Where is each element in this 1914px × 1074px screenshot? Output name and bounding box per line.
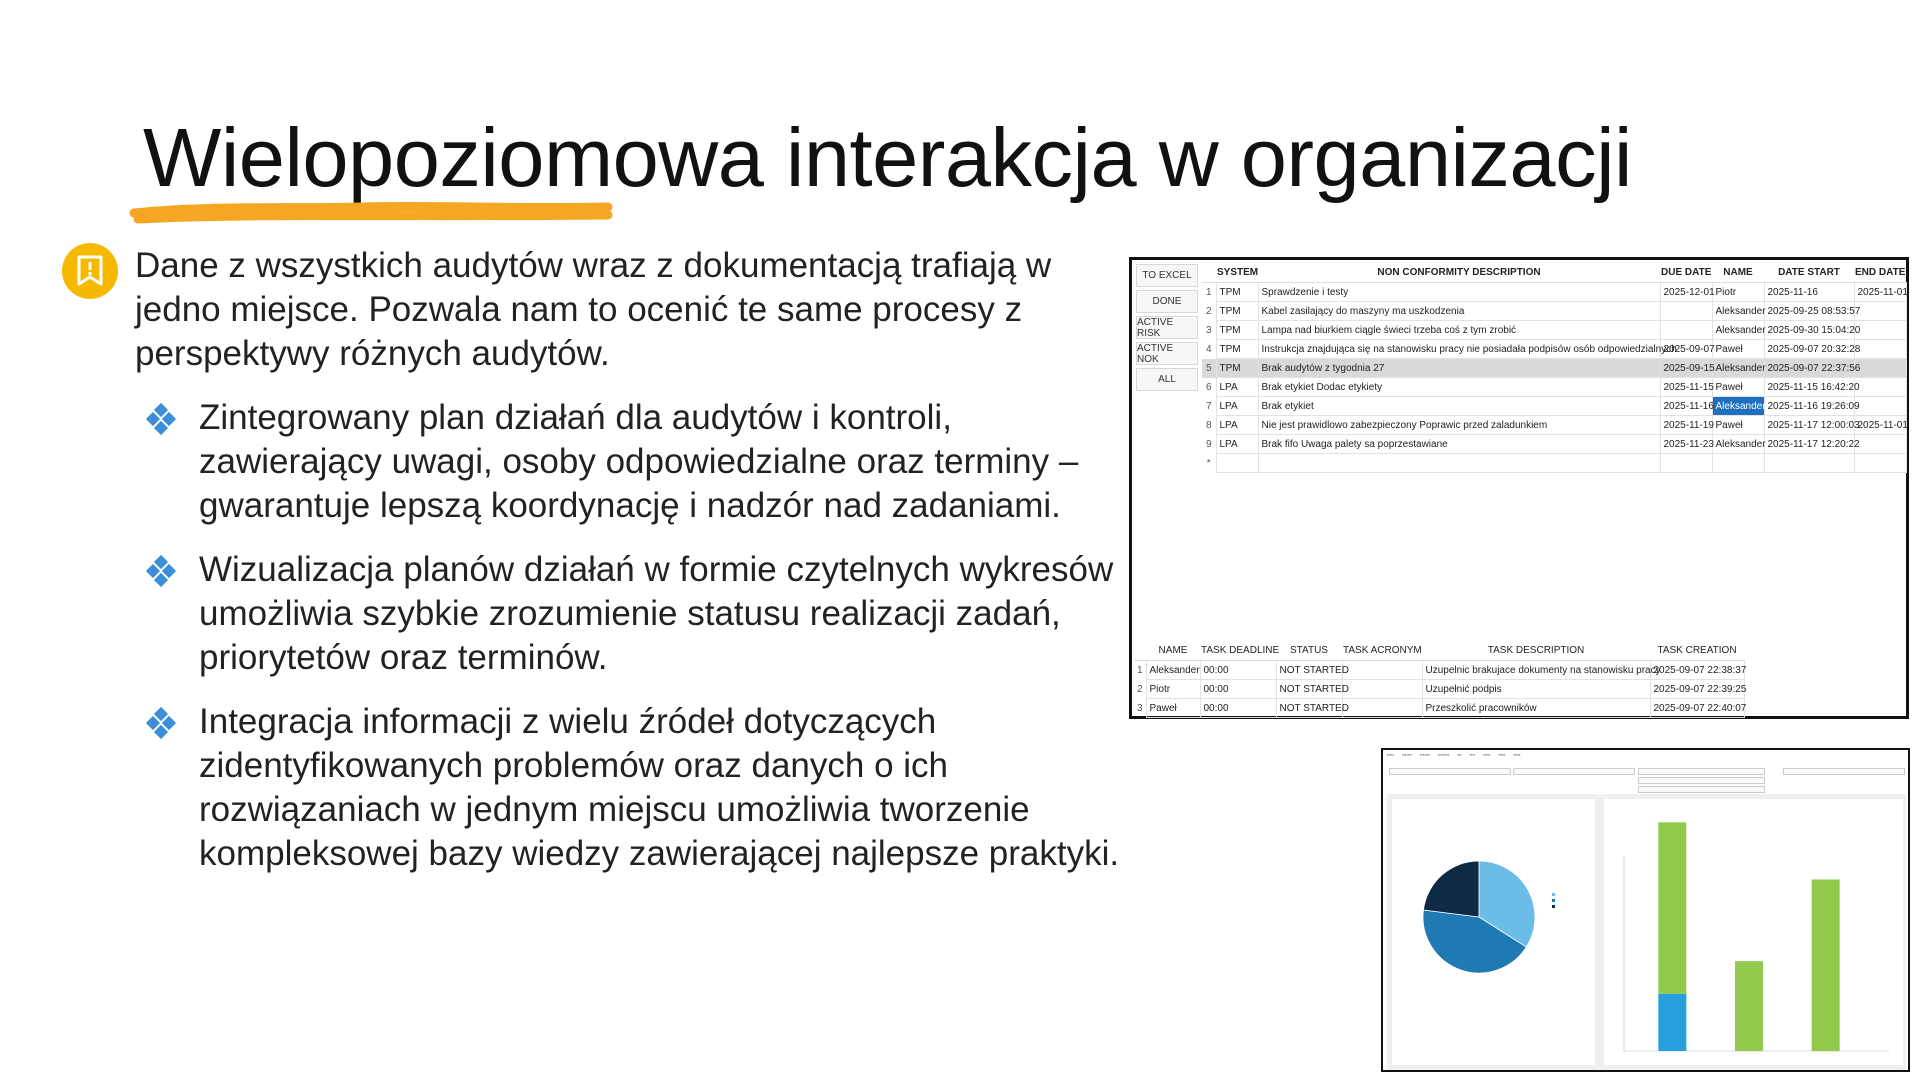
table-row[interactable] bbox=[1202, 302, 1906, 321]
table-cell[interactable]: 2025-11-23 bbox=[1660, 435, 1712, 454]
table-cell[interactable]: 2025-09-15 bbox=[1660, 359, 1712, 378]
table-cell[interactable]: Aleksander bbox=[1146, 661, 1200, 680]
table-cell[interactable]: 2025-11-15 bbox=[1660, 378, 1712, 397]
table-cell[interactable] bbox=[1854, 454, 1906, 473]
column-header[interactable]: TASK DEADLINE bbox=[1200, 640, 1276, 661]
table-cell[interactable]: Aleksander bbox=[1712, 359, 1764, 378]
slide-title: Wielopoziomowa interakcja w organizacji bbox=[143, 111, 1632, 204]
table-cell[interactable]: TPM bbox=[1216, 283, 1258, 302]
row-number: 3 bbox=[1205, 324, 1212, 336]
table-cell[interactable] bbox=[1660, 454, 1712, 473]
table-cell[interactable]: TPM bbox=[1216, 340, 1258, 359]
filter-field[interactable] bbox=[1638, 768, 1765, 775]
table-row[interactable] bbox=[1202, 321, 1906, 340]
bar[interactable] bbox=[1658, 994, 1686, 1051]
pie-slice[interactable] bbox=[1423, 861, 1479, 917]
row-number: 3 bbox=[1137, 702, 1143, 714]
bullet-text: Integracja informacji z wielu źródeł dotyczących zidentyfikowanych problemów oraz danych o ich rozwiązaniach w jednym miejscu umożliwia tworzenie kompleksowej bazy wiedzy zawierającej najlepsze praktyki. bbox=[199, 702, 1120, 873]
nonconformity-app-screenshot bbox=[1129, 257, 1909, 719]
table-cell[interactable]: Lampa nad biurkiem ciągle świeci trzeba coś z tym zrobić bbox=[1258, 321, 1660, 340]
table-row[interactable] bbox=[1202, 397, 1906, 416]
nonconformity-table bbox=[1202, 262, 1907, 473]
table-cell[interactable]: Aleksander bbox=[1712, 321, 1764, 340]
table-cell[interactable]: Uzupelnic brakujace dokumenty na stanowisku pracy bbox=[1422, 661, 1650, 680]
diamond-bullet-icon bbox=[145, 707, 177, 739]
column-header[interactable]: TASK ACRONYM bbox=[1342, 640, 1422, 661]
pie-chart-panel bbox=[1391, 798, 1596, 1066]
table-cell[interactable]: 2025-11-16 19:26:09 bbox=[1764, 397, 1854, 416]
table-cell[interactable]: Brak fifo Uwaga palety sa poprzestawiane bbox=[1258, 435, 1660, 454]
table-cell[interactable]: Aleksander bbox=[1712, 397, 1764, 416]
table-cell[interactable] bbox=[1854, 340, 1906, 359]
table-cell[interactable]: Brak audytów z tygodnia 27 bbox=[1258, 359, 1660, 378]
row-number: * bbox=[1206, 457, 1211, 469]
table-cell[interactable]: 2025-11-16 bbox=[1764, 283, 1854, 302]
column-header[interactable]: NON CONFORMITY DESCRIPTION bbox=[1258, 262, 1660, 283]
table-cell[interactable]: 2025-11-17 12:00:03 bbox=[1764, 416, 1854, 435]
bullet-item bbox=[135, 700, 1125, 876]
table-cell[interactable] bbox=[1854, 302, 1906, 321]
table-cell[interactable] bbox=[1854, 397, 1906, 416]
table-cell[interactable]: 00:00 bbox=[1200, 661, 1276, 680]
bullet-item bbox=[135, 548, 1125, 680]
table-row[interactable] bbox=[1134, 661, 1744, 680]
table-cell[interactable]: 2025-09-30 15:04:20 bbox=[1764, 321, 1854, 340]
done-button[interactable]: DONE bbox=[1136, 290, 1198, 313]
table-cell[interactable]: Uzupełnić podpis bbox=[1422, 680, 1650, 699]
table-cell[interactable]: Brak etykiet Dodac etykiety bbox=[1258, 378, 1660, 397]
to-excel-button[interactable]: TO EXCEL bbox=[1136, 264, 1198, 287]
table-cell[interactable]: Paweł bbox=[1712, 416, 1764, 435]
row-number: 4 bbox=[1205, 343, 1212, 355]
table-cell[interactable]: LPA bbox=[1216, 435, 1258, 454]
table-row[interactable] bbox=[1202, 435, 1906, 454]
table-cell[interactable]: Kabel zasilający do maszyny ma uszkodzenia bbox=[1258, 302, 1660, 321]
table-cell[interactable]: LPA bbox=[1216, 378, 1258, 397]
badge-icon bbox=[62, 243, 118, 299]
active-nok-button[interactable]: ACTIVE NOK bbox=[1136, 342, 1198, 365]
filter-field[interactable] bbox=[1389, 768, 1511, 775]
task-table bbox=[1134, 640, 1745, 718]
table-row[interactable] bbox=[1202, 454, 1906, 473]
row-number: 6 bbox=[1205, 381, 1212, 393]
column-header[interactable]: TASK CREATION bbox=[1650, 640, 1744, 661]
table-cell[interactable]: Instrukcja znajdująca się na stanowisku pracy nie posiadała podpisów osób odpowiedzialnych bbox=[1258, 340, 1660, 359]
table-header-row bbox=[1134, 640, 1744, 661]
table-cell[interactable]: 00:00 bbox=[1200, 699, 1276, 718]
filter-field[interactable] bbox=[1638, 777, 1765, 784]
bullet-item bbox=[135, 396, 1125, 528]
table-row[interactable] bbox=[1202, 340, 1906, 359]
table-row[interactable] bbox=[1202, 378, 1906, 397]
table-cell[interactable] bbox=[1854, 435, 1906, 454]
table-cell[interactable]: Aleksander bbox=[1712, 302, 1764, 321]
row-number: 7 bbox=[1205, 400, 1212, 412]
bar[interactable] bbox=[1812, 880, 1840, 1052]
bar-chart bbox=[1604, 799, 1903, 1065]
table-cell[interactable]: Nie jest prawidlowo zabezpieczony Poprawic przed zaladunkiem bbox=[1258, 416, 1660, 435]
table-cell[interactable] bbox=[1854, 359, 1906, 378]
table-cell[interactable]: 2025-09-07 22:37:56 bbox=[1764, 359, 1854, 378]
table-cell[interactable]: Piotr bbox=[1712, 283, 1764, 302]
table-cell[interactable]: Paweł bbox=[1712, 340, 1764, 359]
column-header[interactable]: SYSTEM bbox=[1216, 262, 1258, 283]
table-row[interactable] bbox=[1202, 416, 1906, 435]
table-header-row bbox=[1202, 262, 1906, 283]
table-cell[interactable] bbox=[1258, 454, 1660, 473]
row-number: 8 bbox=[1205, 419, 1212, 431]
row-number: 5 bbox=[1202, 359, 1216, 378]
filter-field[interactable] bbox=[1513, 768, 1635, 775]
pie-chart bbox=[1392, 799, 1595, 1065]
table-cell[interactable]: 2025-09-07 bbox=[1660, 340, 1712, 359]
table-row[interactable] bbox=[1134, 699, 1744, 718]
column-header[interactable]: DATE START bbox=[1764, 262, 1854, 283]
table-cell[interactable]: TPM bbox=[1216, 321, 1258, 340]
bullet-text: Wizualizacja planów działań w formie czytelnych wykresów umożliwia szybkie zrozumienie statusu realizacji zadań, priorytetów oraz terminów. bbox=[199, 550, 1114, 677]
table-cell[interactable]: LPA bbox=[1216, 397, 1258, 416]
legend-swatch bbox=[1552, 899, 1555, 902]
table-cell[interactable]: NOT STARTED bbox=[1276, 699, 1342, 718]
table-cell[interactable]: Piotr bbox=[1146, 680, 1200, 699]
table-row[interactable] bbox=[1202, 283, 1906, 302]
dashboard-menu: ▪▪▪▪▪ ▪▪▪▪▪▪▪ ▪▪▪▪▪▪▪ ▪▪▪▪▪▪▪▪ ▪▪▪ ▪▪▪▪ ▪▪▪▪▪ ▪▪▪▪▪ ▪▪▪▪▪ bbox=[1387, 752, 1521, 757]
table-cell[interactable]: 2025-11-19 bbox=[1660, 416, 1712, 435]
table-cell[interactable]: NOT STARTED bbox=[1276, 680, 1342, 699]
table-cell[interactable]: Sprawdzenie i testy bbox=[1258, 283, 1660, 302]
table-cell[interactable]: 00:00 bbox=[1200, 680, 1276, 699]
table-cell[interactable] bbox=[1660, 321, 1712, 340]
table-cell[interactable]: TPM bbox=[1216, 302, 1258, 321]
table-cell[interactable] bbox=[1216, 454, 1258, 473]
table-cell[interactable] bbox=[1342, 680, 1422, 699]
table-cell[interactable]: TPM bbox=[1216, 359, 1258, 378]
bullet-text: Zintegrowany plan działań dla audytów i kontroli, zawierający uwagi, osoby odpowiedzialne oraz terminy – gwarantuje lepszą koordynację i nadzór nad zadaniami. bbox=[199, 398, 1079, 525]
table-cell[interactable]: Przeszkolić pracowników bbox=[1422, 699, 1650, 718]
diamond-bullet-icon bbox=[145, 555, 177, 587]
active-risk-button[interactable]: ACTIVE RISK bbox=[1136, 316, 1198, 339]
table-cell[interactable] bbox=[1342, 661, 1422, 680]
table-cell[interactable]: 2025-12-01 bbox=[1660, 283, 1712, 302]
table-cell[interactable] bbox=[1712, 454, 1764, 473]
table-row[interactable] bbox=[1134, 680, 1744, 699]
legend-swatch bbox=[1552, 893, 1555, 896]
filter-field[interactable] bbox=[1638, 786, 1765, 793]
row-number: 2 bbox=[1137, 683, 1143, 695]
column-header[interactable]: DUE DATE bbox=[1660, 262, 1712, 283]
row-number: 1 bbox=[1205, 286, 1212, 298]
table-cell[interactable]: 2025-11-01 bbox=[1854, 416, 1906, 435]
table-cell[interactable] bbox=[1342, 699, 1422, 718]
table-cell[interactable]: 2025-09-07 22:39:25 bbox=[1650, 680, 1744, 699]
table-cell[interactable]: NOT STARTED bbox=[1276, 661, 1342, 680]
table-cell[interactable]: 2025-09-07 22:38:37 bbox=[1650, 661, 1744, 680]
column-header[interactable]: STATUS bbox=[1276, 640, 1342, 661]
dashboard-screenshot bbox=[1381, 748, 1910, 1072]
column-header[interactable]: END DATE bbox=[1854, 262, 1906, 283]
column-header[interactable]: NAME bbox=[1146, 640, 1200, 661]
diamond-bullet-icon bbox=[145, 403, 177, 435]
all-button[interactable]: ALL bbox=[1136, 368, 1198, 391]
column-header[interactable]: NAME bbox=[1712, 262, 1764, 283]
title-underline bbox=[132, 199, 612, 229]
table-cell[interactable]: Paweł bbox=[1146, 699, 1200, 718]
table-cell[interactable]: 2025-09-25 08:53:57 bbox=[1764, 302, 1854, 321]
table-cell[interactable]: 2025-09-07 22:40:07 bbox=[1650, 699, 1744, 718]
bar[interactable] bbox=[1658, 822, 1686, 994]
table-cell[interactable] bbox=[1660, 302, 1712, 321]
action-buttons bbox=[1136, 264, 1198, 394]
table-cell[interactable]: 2025-11-17 12:20:22 bbox=[1764, 435, 1854, 454]
column-header[interactable]: TASK DESCRIPTION bbox=[1422, 640, 1650, 661]
intro-paragraph: Dane z wszystkich audytów wraz z dokumentacją trafiają w jedno miejsce. Pozwala nam to ocenić te same procesy z perspektywy różnych audytów. bbox=[135, 246, 1052, 373]
table-cell[interactable]: Brak etykiet bbox=[1258, 397, 1660, 416]
row-number: 2 bbox=[1205, 305, 1212, 317]
table-cell[interactable]: 2025-11-01 bbox=[1854, 283, 1906, 302]
table-cell[interactable] bbox=[1854, 378, 1906, 397]
row-number: 1 bbox=[1137, 664, 1143, 676]
table-cell[interactable]: LPA bbox=[1216, 416, 1258, 435]
table-cell[interactable]: Paweł bbox=[1712, 378, 1764, 397]
table-cell[interactable] bbox=[1854, 321, 1906, 340]
filter-field[interactable] bbox=[1783, 768, 1905, 775]
slide-body bbox=[135, 244, 1125, 896]
table-cell[interactable] bbox=[1764, 454, 1854, 473]
table-cell[interactable]: 2025-09-07 20:32:28 bbox=[1764, 340, 1854, 359]
legend-swatch bbox=[1552, 905, 1555, 908]
table-cell[interactable]: Aleksander bbox=[1712, 435, 1764, 454]
table-cell[interactable]: 2025-11-15 16:42:20 bbox=[1764, 378, 1854, 397]
bar[interactable] bbox=[1735, 961, 1763, 1051]
bar-chart-panel bbox=[1603, 798, 1904, 1066]
table-cell[interactable]: 2025-11-16 bbox=[1660, 397, 1712, 416]
row-number: 9 bbox=[1205, 438, 1212, 450]
table-row[interactable] bbox=[1202, 359, 1906, 378]
